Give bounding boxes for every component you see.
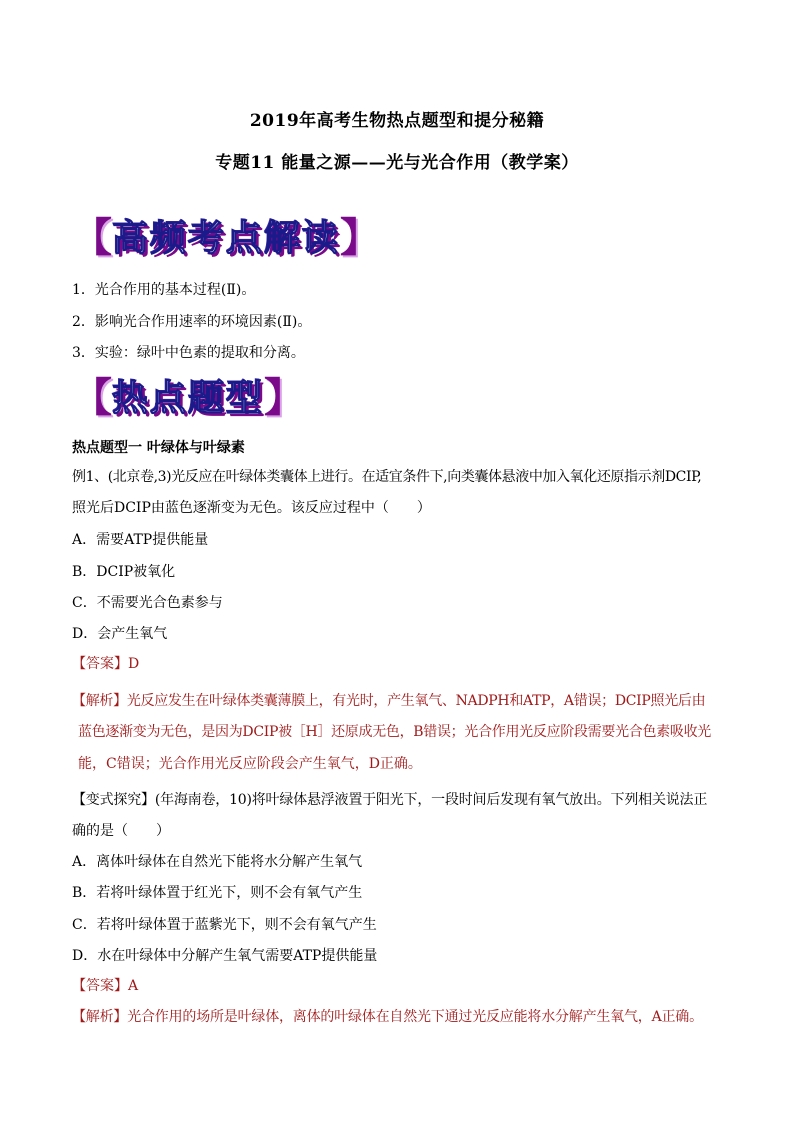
point-item: 2．影响光合作用速率的环境因素(Ⅱ)。 [72,314,312,330]
answer-value: A [128,978,139,994]
option-d: D．会产生氧气 [72,626,168,642]
document-title: 2019年高考生物热点题型和提分秘籍 [249,111,545,131]
analysis-line [72,690,705,710]
analysis-text: 蓝色逐渐变为无色，是因为DCIP被［H］还原成无色，B错误；光合作用光反应阶段需要光合色素吸收光 [78,724,711,740]
analysis-text: 光合作用的场所是叶绿体，离体的叶绿体在自然光下通过光反应能将水分解产生氧气，A正确。 [127,1009,703,1025]
example-stem: 例1、(北京卷,3)光反应在叶绿体类囊体上进行。在适宜条件下,向类囊体悬液中加入氧化还原指示剂DCIP, [72,469,702,485]
option-a: A．离体叶绿体在自然光下能将水分解产生氧气 [72,854,363,870]
answer-line [72,975,138,995]
option-c: C．不需要光合色素参与 [72,595,223,611]
option-c: C．若将叶绿体置于蓝紫光下，则不会有氧气产生 [72,917,377,933]
document-subtitle: 专题11 能量之源——光与光合作用（教学案） [215,153,579,173]
banner-bracket-left: 【 [72,374,112,421]
high-frequency-banner [72,214,380,262]
answer-tag: 【答案】 [72,978,128,994]
example-stem: 照光后DCIP由蓝色逐渐变为无色。该反应过程中（ ） [72,500,431,516]
banner-text: 高频考点解读 [112,217,341,259]
variant-stem: 确的是（ ） [72,823,170,839]
banner-bracket-right: 】 [340,214,381,261]
option-b: B．DCIP被氧化 [72,564,176,580]
variant-stem-text: (年海南卷，10)将叶绿体悬浮液置于阳光下，一段时间后发现有氧气放出。下列相关说法正 [154,792,708,808]
hot-types-banner [72,374,304,422]
point-item: 3．实验：绿叶中色素的提取和分离。 [72,345,305,361]
banner-bracket-left: 【 [72,214,112,261]
answer-value: D [128,656,140,672]
option-a: A．需要ATP提供能量 [72,532,209,548]
analysis-text: 能，C错误；光合作用光反应阶段会产生氧气，D正确。 [78,756,422,772]
banner-bracket-right: 】 [264,374,305,421]
answer-tag: 【答案】 [72,656,128,672]
option-b: B．若将叶绿体置于红光下，则不会有氧气产生 [72,885,363,901]
analysis-tag: 【解析】 [72,1009,128,1025]
answer-line [72,653,139,673]
variant-stem [72,789,707,809]
point-item: 1．光合作用的基本过程(Ⅱ)。 [72,282,256,298]
section-heading: 热点题型一 叶绿体与叶绿素 [72,440,245,456]
analysis-tag: 【解析】 [72,693,127,709]
variant-tag: 【变式探究】 [72,792,155,808]
option-d: D．水在叶绿体中分解产生氧气需要ATP提供能量 [72,948,378,964]
banner-text: 热点题型 [112,377,265,419]
analysis-text: 光反应发生在叶绿体类囊薄膜上，有光时，产生氧气、NADPH和ATP，A错误；DCIP照光后由 [126,693,706,709]
analysis-line [72,1006,703,1026]
